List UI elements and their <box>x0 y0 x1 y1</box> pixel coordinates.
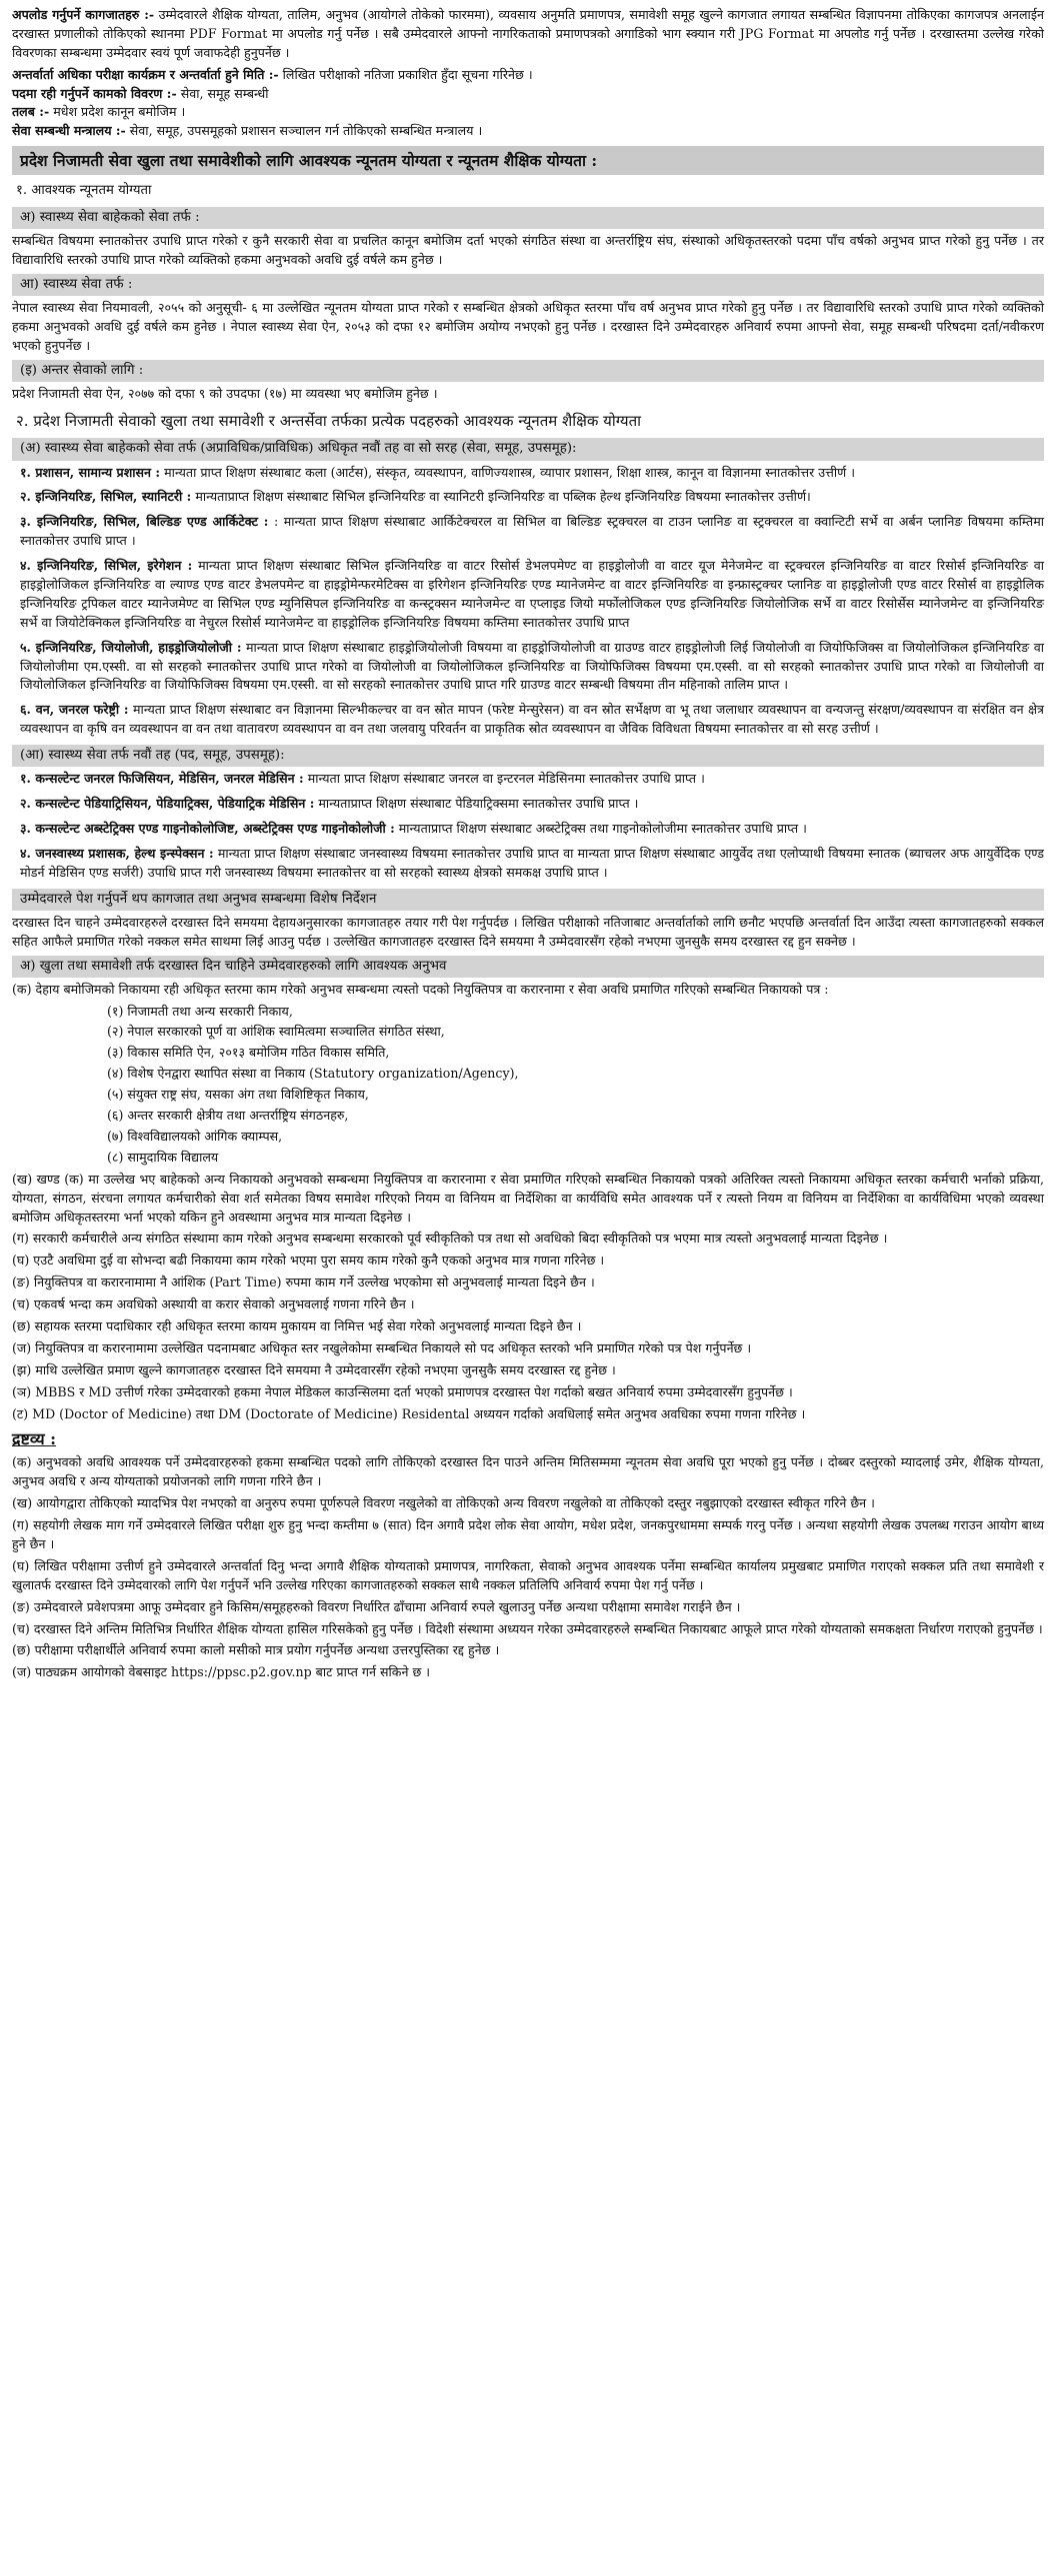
salary-label: तलब :- <box>12 104 50 120</box>
experience-note: (ज) नियुक्तिपत्र वा करारनामामा उल्लेखित पदनामबाट अधिकृत स्तर नखुलेकोमा सम्बन्धित निकायले सो पद अधिकृत स्तरको भनि प्रमाणित गरेको पत्र पेश गर्नुपर्नेछ । <box>12 1339 752 1355</box>
health-qualification-label: १. कन्सल्टेन्ट जनरल फिजिसियन, मेडिसिन, जनरल मेडिसिन : <box>20 771 304 787</box>
experience-note: (ख) खण्ड (क) मा उल्लेख भए बाहेकको अन्य निकायको अनुभवको सम्बन्धमा नियुक्तिपत्र वा करारनामा र सेवा प्रमाणित गरिएको सम्बन्धित निकायको पत्रको अतिरिक्त त्यस्तो निकायमा अधिकृत स्तरका कर्मचारी भर्नाको प्रक्रिया, योग्यता, संगठन, संरचना लगायत कर्मचारीको सेवा शर्त समेतका विषय समावेश गरिएको नियम वा विनियम वा निर्देशिका वा कार्यविधि समेत आवश्यक पर्ने र त्यस्तो नियम वा विनियम वा निर्देशिका वा कार्यविधिमा भएको व्यवस्था बमोजिम अधिकृतस्तरमा भर्ना भएको यकिन हुने अवस्थामा अनुभव मात्र मान्यता दिइनेछ । <box>12 1171 1044 1225</box>
bodies-list-item: (२) नेपाल सरकारको पूर्ण वा आंशिक स्वामित्वमा सञ्चालित संगठित संस्था, <box>107 1024 445 1040</box>
health-qualification-item <box>12 845 1044 883</box>
final-note: (ख) आयोगद्वारा तोकिएको म्यादभित्र पेश नभएको वा अनुरुप रुपमा पूर्णरुपले विवरण नखुलेको वा तोकिएको अन्य विवरण नखुलेको वा तोकिएको दस्तुर नबुझाएको दरखास्त स्वीकृत गरिने छैन । <box>12 1495 875 1511</box>
qualification-item <box>12 557 1044 633</box>
health-qualification-label: २. कन्सल्टेन्ट पेडियाट्रिसियन, पेडियाट्रिक्स, पेडियाट्रिक मेडिसिन : <box>20 796 315 812</box>
qualification-item-text: मान्यता प्राप्त शिक्षण संस्थाबाट सिभिल इन्जिनियरिङ वा वाटर रिसोर्स डेभलपमेण्ट वा हाइड्रोलोजी वा वाटर यूज मेनेजमेन्ट वा स्ट्रक्चरल इन्जिनियरिङ वा वाटर रिसोर्स इन्जिनियरिङ वा हाइड्रोलोजिकल इन्जिनियरिङ वा ल्याण्ड एण्ड वाटर डेभलपमेन्ट वा हाइड्रोमेन्फरमेटिक्स वा इरिगेशन इन्जिनियरिङ एण्ड म्यानेजमेन्ट वा वाटर इन्जिनियरिङ वा इन्फ्रास्ट्रक्चर प्लानिङ वा हाइड्रोलोजी एण्ड वाटर रिसोर्स वा हाइड्रोलिक इन्जिनियरिङ ट्रपिकल वाटर म्यानेजमेण्ट वा सिभिल एण्ड म्युनिसिपल इन्जिनियरिङ वा कन्स्ट्रक्सन म्यानेजमेन्ट वा एप्लाइड जियो मर्फोलोजिकल एण्ड इन्जिनियरिङ जियोलोजिक सर्भे वा वाटर रिसोर्सेस म्यानेजमेन्ट वा इन्जिनियरिङ सर्भे वा जियोटेक्निकल इन्जिनियरिङ वा नेचुरल रिसोर्स म्यानेजमेन्ट वा हाइड्रोलिक इन्जिनियरिङ विषयमा कम्तिमा स्नातकोत्तर उपाधि प्राप्त <box>20 558 1044 630</box>
section2-health-heading: (आ) स्वास्थ्य सेवा तर्फ नवौं तह (पद, समूह, उपसमूह): <box>12 745 1044 767</box>
health-text: नेपाल स्वास्थ्य सेवा नियमावली, २०५५ को अनुसूची- ६ मा उल्लेखित न्यूनतम योग्यता प्राप्त गरेको र सम्बन्धित क्षेत्रको अधिकृत स्तरमा पाँच वर्ष अनुभव प्राप्त गरेको हुनु पर्नेछ । तर विद्यावारिधि स्तरको उपाधि प्राप्त गरेको व्यक्तिको हकमा अनुभवको अवधि दुई वर्षले कम हुनेछ । नेपाल स्वास्थ्य सेवा ऐन, २०५३ को दफा १२ बमोजिम अयोग्य नभएको हुनु पर्नेछ । दरखास्त दिने उम्मेदवारहरु अनिवार्य रुपमा आफ्नो सेवा, समूह सम्बन्धी परिषदमा दर्ता/नवीकरण भएको हुनुपर्नेछ । <box>12 300 1044 354</box>
health-qualification-text: मान्यता प्राप्त शिक्षण संस्थाबाट जनरल वा इन्टरनल मेडिसिनमा स्नातकोत्तर उपाधि प्राप्त । <box>307 771 705 787</box>
experience-note: (घ) एउटै अवधिमा दुई वा सोभन्दा बढी निकायमा काम गरेको भएमा पुरा समय काम गरेको कुनै एकको अनुभव मात्र गणना गरिनेछ । <box>12 1253 605 1269</box>
bodies-list <box>107 1003 1044 1168</box>
qualification-item <box>12 639 1044 696</box>
final-note: (क) अनुभवको अवधि आवश्यक पर्ने उम्मेदवारहरुको हकमा सम्बन्धित पदको लागि तोकिएको दरखास्त दिन पाउने अन्तिम मितिसम्ममा न्यूनतम सेवा अवधि पूरा भएको हुनु पर्नेछ । दोब्बर दस्तुरको म्यादलाई उमेर, शैक्षिक योग्यता, अनुभव अवधि र अन्य योग्यताको प्रयोजनको लागि गणना गरिने छैन । <box>12 1454 1044 1489</box>
bodies-list-item: (४) विशेष ऐनद्वारा स्थापित संस्था वा निकाय (Statutory organization/Agency), <box>107 1066 519 1082</box>
qualification-item-text: : मान्यता प्राप्त शिक्षण संस्थाबाट आर्किटेक्चरल वा सिभिल वा बिल्डिङ स्ट्रक्चरल वा टाउन प्लानिङ वा स्ट्रक्चरल वा क्वान्टिटी सर्भे वा अर्बन प्लानिङ विषयमा कम्तिमा स्नातकोत्तर उपाधि प्राप्त । <box>20 514 1044 549</box>
qualification-item-label: ५. इन्जिनियरिङ, जियोलोजी, हाइड्रोजियोलोजी : <box>20 639 242 655</box>
interview-date-text: लिखित परीक्षाको नतिजा प्रकाशित हुँदा सूचना गरिनेछ । <box>282 66 533 82</box>
upload-documents-text: उम्मेदवारले शैक्षिक योग्यता, तालिम, अनुभव (आयोगले तोकेको फारममा), व्यवसाय अनुमति प्रमाणपत्र, समावेशी समूह खुल्ने कागजात लगायत सम्बन्धित विज्ञापनमा तोकिएका कागजपत्र अनलाईन दरखास्त प्रणालीको तोकिएको स्थानमा PDF Format मा अपलोड गर्नु पर्नेछ । सबै उम्मेदवारले आफ्नो नागरिकताको प्रमाणपत्रको अगाडिको भाग स्क्यान गरी JPG Format मा अपलोड गर्नु पर्नेछ । दरखास्तमा उल्लेख गरेको विवरणका सम्बन्धमा उम्मेदवार स्वयं पूर्ण जवाफदेही हुनुपर्नेछ । <box>12 7 1044 60</box>
qualification-item-text: मान्यताप्राप्त शिक्षण संस्थाबाट सिभिल इन्जिनियरिङ वा स्यानिटरी इन्जिनियरिङ वा पब्लिक हेल्थ इन्जिनियरिङ विषयमा स्नातकोत्तर उत्तीर्ण। <box>195 489 811 505</box>
experience-note: (झ) माथि उल्लेखित प्रमाण खुल्ने कागजातहरु दरखास्त दिने समयमा नै उम्मेदवारसँग रहेको नभएमा जुनसुकै समय दरखास्त रद्द हुनेछ । <box>12 1361 616 1377</box>
experience-heading: अ) खुला तथा समावेशी तर्फ दरखास्त दिन चाहिने उम्मेदवारहरुको लागि आवश्यक अनुभव <box>12 956 1044 978</box>
final-note: (ङ) उम्मेदवारले प्रवेशपत्रमा आफू उम्मेदवार हुने किसिम/समूहहरुको विवरण निर्धारित ढाँचामा अनिवार्य रुपले खुलाउनु पर्नेछ अन्यथा परीक्षामा समावेश गराईने छैन । <box>12 1598 741 1614</box>
experience-note: (ञ) MBBS र MD उत्तीर्ण गरेका उम्मेदवारको हकमा नेपाल मेडिकल काउन्सिलमा दर्ता भएको प्रमाणपत्र दरखास्त पेश गर्दाको बखत अनिवार्य रुपमा उम्मेदवारसँग हुनुपर्नेछ । <box>12 1383 793 1399</box>
qualification-item-label: ३. इन्जिनियरिङ, सिभिल, बिल्डिङ एण्ड आर्किटेक्ट : <box>20 514 269 530</box>
qualification-item <box>12 513 1044 551</box>
health-qualification-label: ३. कन्सल्टेन्ट अब्स्टेट्रिक्स एण्ड गाइनोकोलोजिष्ट, अब्स्टेट्रिक्स एण्ड गाइनोकोलोजी : <box>20 821 395 837</box>
qualification-item-label: २. इन्जिनियरिङ, सिभिल, स्यानिटरी : <box>20 489 192 505</box>
qualification-item-text: मान्यता प्राप्त शिक्षण संस्थाबाट वन विज्ञानमा सिल्भीकल्चर वा वन स्रोत मापन (फरेष्ट मेन्सुरेसन) वा वन स्रोत सर्भेक्षण वा भू तथा जलाधार व्यवस्थापन वा वन्यजन्तु संरक्षण/व्यवस्थापन वा संरक्षित वन क्षेत्र व्यवस्थापन वा कृषि वन व्यवस्थापन वा वन तथा वातावरण व्यवस्थापन वा वन तथा जलवायु परिवर्तन वा प्राकृतिक स्रोत व्यवस्थापन वा जैविक विविधता विषयमा स्नातकोत्तर वा सो सरह उत्तीर्ण । <box>20 702 1044 737</box>
health-qualification-label: ४. जनस्वास्थ्य प्रशासक, हेल्थ इन्स्पेक्सन : <box>20 845 214 861</box>
experience-note: (ट) MD (Doctor of Medicine) तथा DM (Doctorate of Medicine) Residental अध्ययन गर्दाको अवधिलाई समेत अनुभव अवधिका रुपमा गणना गरिनेछ । <box>12 1405 806 1421</box>
health-qualification-item <box>12 795 1044 814</box>
final-note: (च) दरखास्त दिने अन्तिम मितिभित्र निर्धारित शैक्षिक योग्यता हासिल गरिसकेको हुनु पर्नेछ । विदेशी संस्थामा अध्ययन गरेका उम्मेदवारहरुले सम्बन्धित निकायबाट आफूले प्राप्त गरेको योग्यताको समकक्षता निर्धारण गराएको हुनुपर्नेछ । <box>12 1620 1043 1636</box>
ministry-text: सेवा, समूह, उपसमूहको प्रशासन सञ्चालन गर्न तोकिएको सम्बन्धित मन्त्रालय । <box>129 123 483 139</box>
bodies-list-item: (१) निजामती तथा अन्य सरकारी निकाय, <box>107 1003 293 1019</box>
final-note: (ग) सहयोगी लेखक माग गर्ने उम्मेदवारले लिखित परीक्षा शुरु हुनु भन्दा कम्तीमा ७ (सात) दिन अगावै प्रदेश लोक सेवा आयोग, मधेश प्रदेश, जनकपुरधाममा सम्पर्क गरनु पर्नेछ । अन्यथा सहयोगी लेखक उपलब्ध गराउन आयोग बाध्य हुने छैन । <box>12 1517 1044 1551</box>
health-qualification-text: मान्यता प्राप्त शिक्षण संस्थाबाट जनस्वास्थ्य विषयमा स्नातकोत्तर उपाधि प्राप्त वा मान्यता प्राप्त शिक्षण संस्थाबाट आयुर्वेद तथा एलोप्याथी विषयमा स्नातक (ब्याचलर अफ आयुर्वेदिक एण्ड मोडर्न मेडिसिन एण्ड सर्जरी) उपाधि प्राप्त गरी जनस्वास्थ्य विषयमा स्नातकोत्तर वा सो सरहको स्वास्थ्य क्षेत्रको समकक्ष उपाधि प्राप्त । <box>20 845 1044 880</box>
bodies-list-item: (७) विश्वविद्यालयको आंगिक क्याम्पस, <box>107 1128 283 1144</box>
health-heading: आ) स्वास्थ्य सेवा तर्फ : <box>12 274 1044 296</box>
additional-documents-text: दरखास्त दिन चाहने उम्मेदवारहरुले दरखास्त दिने समयमा देहायअनुसारका कागजातहरु तयार गरी पेश गर्नुपर्दछ । लिखित परीक्षाको नतिजाबाट अन्तर्वार्ताको लागि छनौट भएपछि अन्तर्वार्ता दिन आउँदा त्यस्ता कागजातहरुको सक्कल सहित आफैले प्रमाणित गरेको नक्कल समेत साथमा लिई आउनु पर्दछ । उल्लेखित कागजातहरु दरखास्त दिने समयमा नै उम्मेदवारसँग रहेको नभएमा जुनसुकै समय दरखास्त रद्द हुन सक्नेछ । <box>12 914 1044 949</box>
salary-line <box>12 103 1044 122</box>
post-duty-text: सेवा, समूह सम्बन्धी <box>180 85 269 101</box>
qualification-item-label: १. प्रशासन, सामान्य प्रशासन : <box>20 464 161 480</box>
upload-documents-label: अपलोड गर्नुपर्ने कागजातहरु :- <box>12 7 155 22</box>
post-duty-label: पदमा रही गर्नुपर्ने कामको विवरण :- <box>12 85 177 101</box>
final-note: (ज) पाठ्यक्रम आयोगको वेबसाइट https://ppsc.p2.gov.np बाट प्राप्त गर्न सकिने छ । <box>12 1664 431 1680</box>
experience-note-ka: (क) देहाय बमोजिमको निकायमा रही अधिकृत स्तरमा काम गरेको अनुभव सम्बन्धमा त्यस्तो पदको नियुक्तिपत्र वा करारनामा र सेवा अवधि प्रमाणित गरिएको सम्बन्धित निकायको पत्र : <box>12 981 829 997</box>
upload-documents-para <box>12 6 1044 63</box>
qualification-item <box>12 464 1044 483</box>
bodies-list-item: (८) सामुदायिक विद्यालय <box>107 1149 219 1165</box>
inter-service-heading: (इ) अन्तर सेवाको लागि : <box>12 360 1044 382</box>
qualification-item-text: मान्यता प्राप्त शिक्षण संस्थाबाट हाइड्रोजियोलोजी विषयमा वा हाइड्रोजियोलोजी वा ग्राउण्ड वाटर हाइड्रोलोजी लिई जियोलोजी वा जियोफिजिक्स वा जियोलोजिकल इन्जिनियरिङ वा जियोलोजीमा एम.एस्सी. वा सो सरहको स्नातकोत्तर उपाधि प्राप्त गरेको वा जियोलोजी वा जियोलोजिकल इन्जिनियरिङ वा जियोफिजिक्स विषयमा एम.एस्सी. वा सो सरहको स्नातकोत्तर उपाधि प्राप्त गरेको वा जियोलोजी वा जियोलोजिकल इन्जिनियरिङ वा जियोफिजिक्स विषयमा एम.एस्सी. वा सो सरहको स्नातकोत्तर उपाधि प्राप्त गरि ग्राउण्ड वाटर सम्बन्धी विषयमा तीन महिनाको तालिम प्राप्त । <box>20 639 1044 693</box>
qualification-item-text: मान्यता प्राप्त शिक्षण संस्थाबाट कला (आर्टस), संस्कृत, व्यवस्थापन, वाणिज्यशास्त्र, व्यापार प्रशासन, शिक्षा शास्त्र, कानून वा विज्ञानमा स्नातकोत्तर उत्तीर्ण । <box>164 464 856 480</box>
final-note: (छ) परीक्षामा परीक्षार्थीले अनिवार्य रुपमा कालो मसीको मात्र प्रयोग गर्नुपर्नेछ अन्यथा उत्तरपुस्तिका रद्द हुनेछ । <box>12 1642 500 1658</box>
health-qualification-text: मान्यताप्राप्त शिक्षण संस्थाबाट अब्स्टेट्रिक्स तथा गाइनोकोलोजीमा स्नातकोत्तर उपाधि प्राप्त । <box>398 821 807 837</box>
bodies-list-item: (५) संयुक्त राष्ट्र संघ, यसका अंग तथा विशिष्टिकृत निकाय, <box>107 1087 369 1103</box>
health-qualification-item <box>12 770 1044 789</box>
experience-note: (छ) सहायक स्तरमा पदाधिकार रही अधिकृत स्तरमा कायम मुकायम वा निमित्त भई सेवा गरेको अनुभवलाई मान्यता दिइने छैन । <box>12 1317 582 1333</box>
non-health-heading: अ) स्वास्थ्य सेवा बाहेकको सेवा तर्फ : <box>12 207 1044 229</box>
bodies-list-item: (३) विकास समिति ऐन, २०१३ बमोजिम गठित विकास समिति, <box>107 1045 390 1061</box>
interview-date-line <box>12 66 1044 85</box>
section2-title: २. प्रदेश निजामती सेवाको खुला तथा समावेशी र अन्तर्सेवा तर्फका प्रत्येक पदहरुको आवश्यक न्यूनतम शैक्षिक योग्यता <box>16 411 642 430</box>
qualification-item <box>12 488 1044 507</box>
notes-heading: द्रष्टव्य : <box>12 1429 57 1449</box>
salary-text: मधेश प्रदेश कानून बमोजिम । <box>53 104 186 120</box>
qualification-item-label: ६. वन, जनरल फरेष्ट्री : <box>20 702 129 718</box>
section1-title: प्रदेश निजामती सेवा खुला तथा समावेशीको लागि आवश्यक न्यूनतम योग्यता र न्यूनतम शैक्षिक योग्यता : <box>12 146 1044 175</box>
experience-note: (ग) सरकारी कर्मचारीले अन्य संगठित संस्थामा काम गरेको अनुभव सम्बन्धमा सरकारको पूर्व स्वीकृतिको पत्र तथा सो अवधिको बिदा स्वीकृतिको पत्र भएमा मात्र त्यस्तो अनुभवलाई मान्यता दिइनेछ । <box>12 1231 888 1247</box>
interview-date-label: अन्तर्वार्ता अधिका परीक्षा कार्यक्रम र अन्तर्वार्ता हुने मिति :- <box>12 66 279 82</box>
final-note: (घ) लिखित परीक्षामा उत्तीर्ण हुने उम्मेदवारले अन्तर्वार्ता दिनु भन्दा अगावै शैक्षिक योग्यताको प्रमाणपत्र, नागरिकता, सेवाको अनुभव आवश्यक पर्नेमा सम्बन्धित कार्यालय प्रमुखबाट प्रमाणित गराएको सक्कल प्रति तथा समावेशी र खुलातर्फ दरखास्त दिने उम्मेदवारको लागि पेश गर्नुपर्ने भनि उल्लेख गरिएका कागजातहरुको सक्कल साथै नक्कल प्रतिलिपि अनिवार्य रुपमा पेश गर्नु पर्नेछ । <box>12 1557 1044 1592</box>
bodies-list-item: (६) अन्तर सरकारी क्षेत्रीय तथा अन्तर्राष्ट्रिय संगठनहरु, <box>107 1108 349 1124</box>
health-qualification-item <box>12 820 1044 839</box>
ministry-label: सेवा सम्बन्धी मन्त्रालय :- <box>12 123 126 139</box>
experience-note: (ङ) नियुक्तिपत्र वा करारनामामा नै आंशिक (Part Time) रुपमा काम गर्ने उल्लेख भएकोमा सो अनुभवलाई मान्यता दिइने छैन । <box>12 1275 595 1290</box>
inter-service-text: प्रदेश निजामती सेवा ऐन, २०७७ को दफा ९ को उपदफा (१७) मा व्यवस्था भए बमोजिम हुनेछ । <box>12 386 438 402</box>
qualification-item <box>12 701 1044 739</box>
section1-subtitle: १. आवश्यक न्यूनतम योग्यता <box>16 183 152 199</box>
non-health-text: सम्बन्धित विषयमा स्नातकोत्तर उपाधि प्राप्त गरेको र कुनै सरकारी सेवा वा प्रचलित कानून बमोजिम दर्ता भएको संगठित संस्था वा अन्तर्राष्ट्रिय संघ, संस्थाको अधिकृतस्तरको पदमा पाँच वर्षको अनुभव प्राप्त गरेको हुनु पर्नेछ । तर विद्यावारिधि स्तरको उपाधि प्राप्त गरेको व्यक्तिको हकमा अनुभवको अवधि दुई वर्षले कम हुनेछ । <box>12 233 1044 268</box>
qualification-item-label: ४. इन्जिनियरिङ, सिभिल, इरेगेशन : <box>20 558 193 574</box>
health-qualification-text: मान्यताप्राप्त शिक्षण संस्थाबाट पेडियाट्रिक्समा स्नातकोत्तर उपाधि प्राप्त । <box>318 796 639 812</box>
additional-documents-heading: उम्मेदवारले पेश गर्नुपर्ने थप कागजात तथा अनुभव सम्बन्धमा विशेष निर्देशन <box>12 889 1044 911</box>
experience-note: (च) एकवर्ष भन्दा कम अवधिको अस्थायी वा करार सेवाको अनुभवलाई गणना गरिने छैन । <box>12 1296 415 1312</box>
ministry-line <box>12 122 1044 141</box>
post-duty-line <box>12 85 1044 104</box>
section2-nonhealth-heading: (अ) स्वास्थ्य सेवा बाहेकको सेवा तर्फ (अप्राविधिक/प्राविधिक) अधिकृत नवौं तह वा सो सरह (सेवा, समूह, उपसमूह): <box>12 438 1044 460</box>
